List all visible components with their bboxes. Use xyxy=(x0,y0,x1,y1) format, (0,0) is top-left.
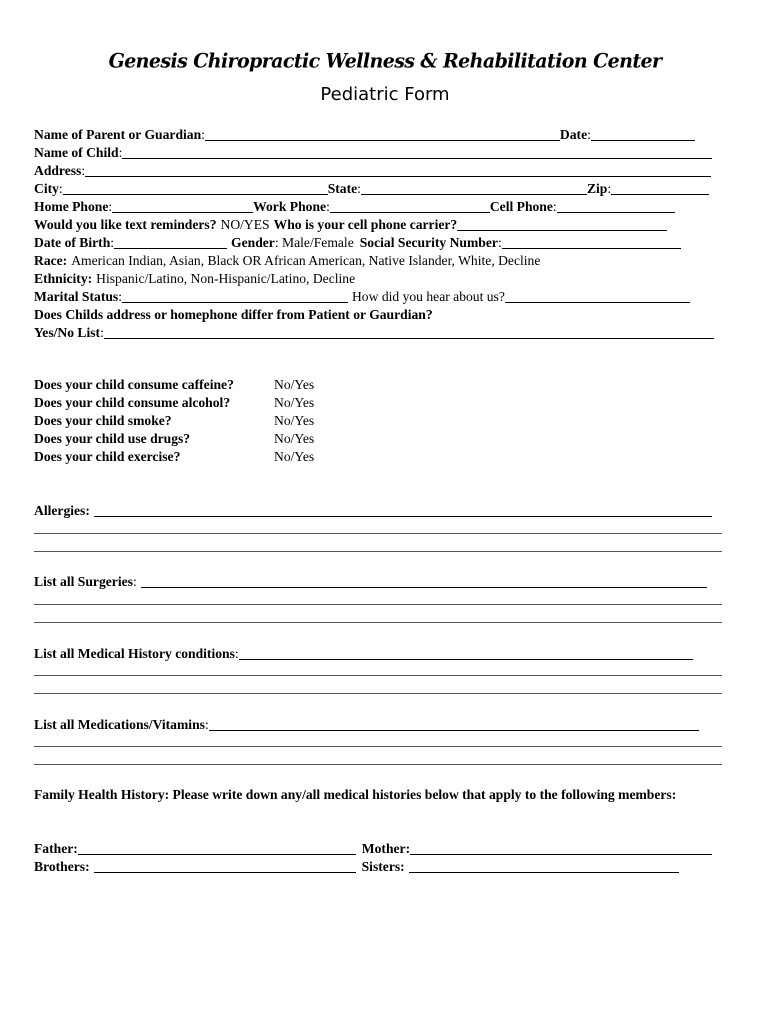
yesno-list-field[interactable] xyxy=(104,325,714,339)
parent-field[interactable] xyxy=(205,127,560,141)
medications-line[interactable] xyxy=(34,746,722,747)
zip-label: Zip xyxy=(586,181,608,196)
lifestyle-question: Does your child use drugs? xyxy=(34,431,191,446)
city-field[interactable] xyxy=(63,181,328,195)
family-instruction: Family Health History: Please write down any/all medical histories below that apply to the following members: xyxy=(34,787,677,802)
differ-row xyxy=(34,305,433,323)
form-title: Pediatric Form xyxy=(320,84,450,105)
lifestyle-question: Does your child consume alcohol? xyxy=(34,395,231,410)
child-label: Name of Child xyxy=(34,145,119,160)
gender-options[interactable]: : Male/Female xyxy=(274,235,354,250)
allergies-line[interactable] xyxy=(34,533,722,534)
address-field[interactable] xyxy=(85,163,711,177)
lifestyle-question: Does your child smoke? xyxy=(34,413,172,428)
city-label: City xyxy=(34,181,59,196)
parent-label: Name of Parent or Guardian xyxy=(34,127,202,142)
lifestyle-item xyxy=(34,376,314,393)
state-label: State xyxy=(327,181,358,196)
hear-field[interactable] xyxy=(505,289,690,303)
text-reminders-options[interactable]: NO/YES xyxy=(220,217,270,232)
allergies-row xyxy=(34,501,712,519)
lifestyle-question: Does your child exercise? xyxy=(34,449,181,464)
cell-phone-label: Cell Phone xyxy=(489,199,553,214)
date-field[interactable] xyxy=(591,127,695,141)
clinic-name: Genesis Chiropractic Wellness & Rehabilitation Center xyxy=(108,49,662,73)
ethnicity-label: Ethnicity: xyxy=(34,271,93,286)
address-label: Address xyxy=(34,163,82,178)
gender-label: Gender xyxy=(231,235,275,250)
home-phone-field[interactable] xyxy=(112,199,253,213)
yesno-list-row: Yes/No List : xyxy=(34,323,714,341)
father-label: Father: xyxy=(34,841,78,856)
text-reminders-label: Would you like text reminders? xyxy=(34,217,217,232)
parent-date-row: Name of Parent or Guardian : Date : xyxy=(34,125,695,143)
lifestyle-answer[interactable]: No/Yes xyxy=(274,395,315,410)
lifestyle-answer[interactable]: No/Yes xyxy=(274,431,315,446)
work-phone-label: Work Phone xyxy=(253,199,327,214)
address-row: Address : xyxy=(34,161,711,179)
text-reminder-row xyxy=(34,215,667,233)
phones-row: Home Phone : Work Phone : Cell Phone : xyxy=(34,197,675,215)
race-options[interactable]: American Indian, Asian, Black OR African American, Native Islander, White, Decline xyxy=(71,253,541,268)
lifestyle-question: Does your child consume caffeine? xyxy=(34,377,234,392)
allergies-field[interactable] xyxy=(94,503,712,517)
medications-label: List all Medications/Vitamins xyxy=(34,717,205,732)
carrier-label: Who is your cell phone carrier? xyxy=(273,217,458,232)
state-field[interactable] xyxy=(361,181,587,195)
work-phone-field[interactable] xyxy=(330,199,490,213)
sisters-field[interactable] xyxy=(409,859,679,873)
medications-line[interactable] xyxy=(34,764,722,765)
surgeries-line[interactable] xyxy=(34,604,722,605)
brothers-sisters-row xyxy=(34,857,679,875)
conditions-label: List all Medical History conditions xyxy=(34,646,235,661)
surgeries-row: List all Surgeries : xyxy=(34,572,707,590)
conditions-line[interactable] xyxy=(34,693,722,694)
allergies-line[interactable] xyxy=(34,551,722,552)
medications-row: List all Medications/Vitamins : xyxy=(34,715,699,733)
allergies-label: Allergies: xyxy=(34,503,90,518)
mother-field[interactable] xyxy=(410,841,712,855)
ethnicity-row xyxy=(34,269,355,287)
city-state-zip-row: City : State : Zip : xyxy=(34,179,709,197)
father-field[interactable] xyxy=(78,841,356,855)
ssn-label: Social Security Number xyxy=(359,235,498,250)
conditions-field[interactable] xyxy=(239,646,693,660)
mother-label: Mother: xyxy=(361,841,411,856)
yesno-list-label: Yes/No List xyxy=(34,325,101,340)
sisters-label: Sisters: xyxy=(361,859,405,874)
dob-field[interactable] xyxy=(114,235,227,249)
differ-question: Does Childs address or homephone differ from Patient or Gaurdian? xyxy=(34,307,433,322)
surgeries-field[interactable] xyxy=(141,574,707,588)
zip-field[interactable] xyxy=(611,181,709,195)
dob-label: Date of Birth xyxy=(34,235,111,250)
lifestyle-answer[interactable]: No/Yes xyxy=(274,449,315,464)
marital-field[interactable] xyxy=(122,289,348,303)
dob-gender-ssn-row: Date of Birth : Gender : Male/Female Social Security Number : xyxy=(34,233,681,251)
lifestyle-answer[interactable]: No/Yes xyxy=(274,377,315,392)
home-phone-label: Home Phone xyxy=(34,199,109,214)
lifestyle-item xyxy=(34,430,314,447)
lifestyle-item xyxy=(34,394,314,411)
brothers-field[interactable] xyxy=(94,859,356,873)
ethnicity-options[interactable]: Hispanic/Latino, Non-Hispanic/Latino, Decline xyxy=(96,271,356,286)
marital-row: Marital Status : How did you hear about us? xyxy=(34,287,690,305)
brothers-label: Brothers: xyxy=(34,859,90,874)
surgeries-line[interactable] xyxy=(34,622,722,623)
date-label: Date xyxy=(559,127,588,142)
father-mother-row xyxy=(34,839,712,857)
race-label: Race: xyxy=(34,253,68,268)
cell-phone-field[interactable] xyxy=(557,199,675,213)
child-name-field[interactable] xyxy=(122,145,712,159)
race-row xyxy=(34,251,540,269)
medications-field[interactable] xyxy=(209,717,699,731)
conditions-row: List all Medical History conditions : xyxy=(34,644,693,662)
conditions-line[interactable] xyxy=(34,675,722,676)
surgeries-label: List all Surgeries xyxy=(34,574,133,589)
lifestyle-item xyxy=(34,448,314,465)
ssn-field[interactable] xyxy=(502,235,681,249)
child-row: Name of Child : xyxy=(34,143,712,161)
carrier-field[interactable] xyxy=(457,217,667,231)
marital-label: Marital Status xyxy=(34,289,119,304)
lifestyle-item xyxy=(34,412,314,429)
lifestyle-answer[interactable]: No/Yes xyxy=(274,413,315,428)
hear-label: How did you hear about us? xyxy=(351,289,505,304)
